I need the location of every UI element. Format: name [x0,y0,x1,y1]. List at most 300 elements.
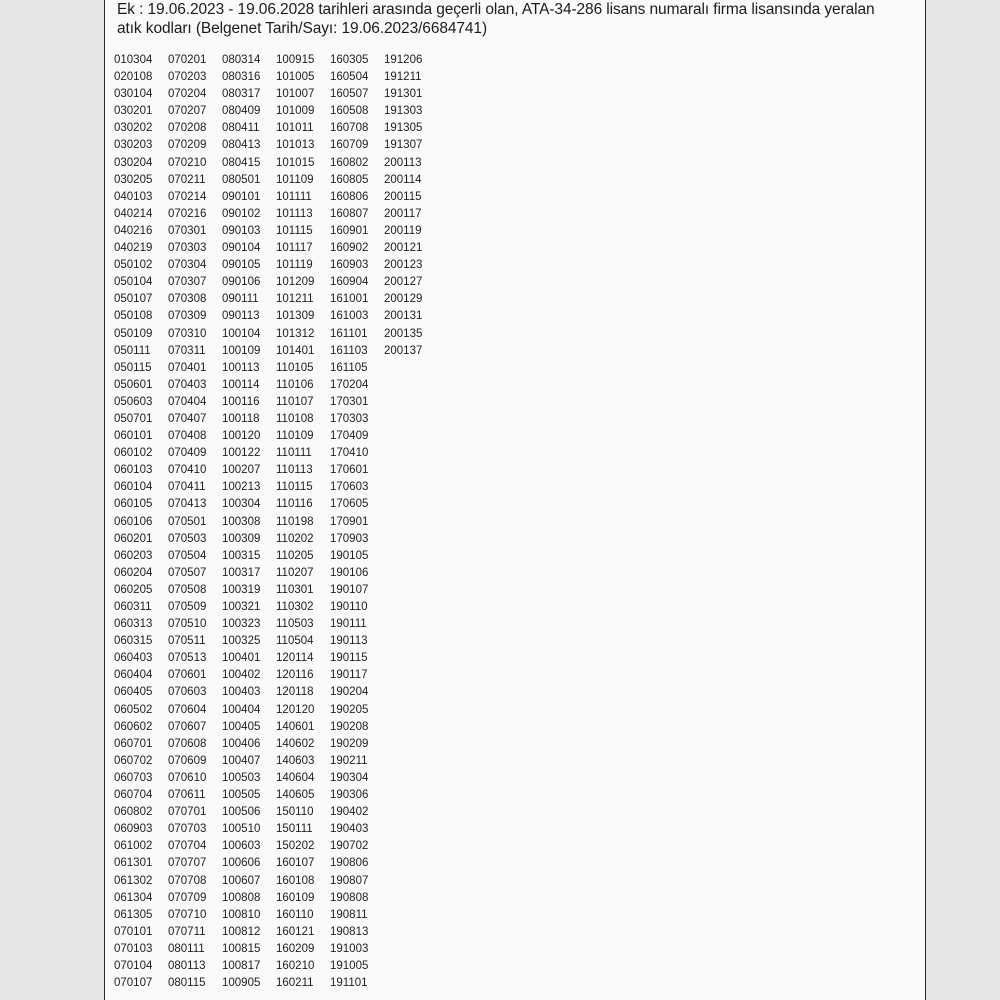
waste-code: 060311 [114,601,152,613]
waste-code: 200114 [384,173,422,186]
waste-code: 050111 [114,344,151,357]
waste-code: 070707 [168,857,207,870]
waste-code: 191303 [384,105,423,118]
waste-code: 200121 [384,242,423,255]
waste-code: 120120 [276,703,315,716]
waste-code: 100113 [222,361,260,374]
waste-code: 170603 [330,481,369,494]
waste-code: 190811 [330,908,368,921]
waste-code: 070104 [114,959,153,972]
waste-code: 190115 [330,652,368,665]
waste-code: 030202 [114,122,153,135]
waste-code: 101005 [276,71,315,84]
waste-code: 101119 [276,259,313,272]
waste-code: 110302 [276,601,314,613]
waste-code: 190111 [330,618,367,631]
waste-code: 060103 [114,464,153,477]
waste-code: 200127 [384,276,423,289]
waste-code: 170410 [330,447,369,460]
waste-code: 070211 [168,173,206,186]
waste-code: 110115 [276,481,313,494]
waste-code: 030104 [114,88,153,101]
waste-code: 070508 [168,583,207,596]
waste-code: 070311 [168,344,206,357]
waste-code: 050115 [114,361,152,374]
waste-code: 100402 [222,669,261,682]
waste-code: 060702 [114,754,153,767]
waste-code: 190807 [330,874,369,887]
waste-code: 160802 [330,156,369,169]
waste-code: 160806 [330,190,369,203]
waste-code: 060802 [114,806,153,819]
waste-code: 070708 [168,874,207,887]
waste-code: 061302 [114,874,153,887]
waste-code: 160211 [276,977,314,990]
waste-code: 050109 [114,327,153,340]
waste-code: 080314 [222,54,261,66]
waste-code: 080317 [222,88,261,101]
waste-code: 110111 [276,447,312,460]
waste-code: 140603 [276,754,315,767]
waste-code: 160107 [276,857,315,870]
waste-code: 100304 [222,498,261,511]
waste-code: 070401 [168,361,207,374]
waste-code: 100118 [222,412,260,425]
waste-code: 100401 [222,652,261,665]
waste-code: 080113 [168,959,206,972]
waste-code: 060106 [114,515,153,528]
waste-code: 101109 [276,173,314,186]
waste-code: 190813 [330,925,369,938]
waste-code: 070310 [168,327,207,340]
waste-code: 070203 [168,71,207,84]
waste-code: 090104 [222,242,261,255]
waste-code: 100317 [222,566,261,579]
waste-code: 070609 [168,754,207,767]
waste-code: 161003 [330,310,369,323]
waste-code: 100810 [222,908,261,921]
code-column-3 [222,52,260,992]
waste-code: 101309 [276,310,315,323]
waste-code: 101113 [276,207,313,220]
waste-code: 101015 [276,156,315,169]
waste-code: 100109 [222,344,261,357]
waste-code: 100510 [222,823,261,836]
waste-code: 090105 [222,259,261,272]
waste-code: 100505 [222,789,261,802]
waste-code: 070209 [168,139,207,152]
waste-code: 190806 [330,857,369,870]
waste-code: 070604 [168,703,207,716]
waste-code: 160504 [330,71,369,84]
waste-code: 060403 [114,652,153,665]
waste-code: 110108 [276,412,314,425]
waste-code: 160901 [330,224,369,237]
header-line-2: atık kodları (Belgenet Tarih/Sayı: 19.06.2023/6684741) [117,20,488,37]
waste-code: 050603 [114,395,153,408]
waste-code: 200117 [384,207,422,220]
waste-code: 100406 [222,737,261,750]
waste-code: 110106 [276,378,314,391]
waste-code: 100503 [222,771,261,784]
waste-code: 101009 [276,105,315,118]
waste-code: 060903 [114,823,153,836]
waste-code: 110205 [276,549,314,562]
waste-code: 070407 [168,412,207,425]
waste-code: 150202 [276,840,315,853]
waste-code: 140605 [276,789,315,802]
waste-code: 100603 [222,840,261,853]
waste-code: 190403 [330,823,369,836]
waste-code: 170901 [330,515,369,528]
waste-code: 190113 [330,635,368,648]
waste-code: 060405 [114,686,153,699]
waste-code: 160108 [276,874,315,887]
waste-code: 101013 [276,139,315,152]
waste-code: 070511 [168,635,206,648]
waste-code: 090103 [222,224,261,237]
header-line-1: Ek : 19.06.2023 - 19.06.2028 tarihleri arasında geçerli olan, ATA-34-286 lisans numaralı firma lisansında yeralan [117,1,875,18]
waste-code: 070503 [168,532,207,545]
waste-code: 100808 [222,891,261,904]
code-column-6 [384,52,422,360]
waste-code: 070411 [168,481,206,494]
waste-code: 080413 [222,139,261,152]
waste-code: 110503 [276,618,314,631]
waste-code: 110116 [276,498,313,511]
waste-code: 191305 [384,122,423,135]
waste-code: 060502 [114,703,153,716]
waste-code: 070703 [168,823,207,836]
waste-code: 030204 [114,156,153,169]
waste-code: 070504 [168,549,207,562]
waste-code: 170605 [330,498,369,511]
waste-code: 050102 [114,259,153,272]
waste-code: 100104 [222,327,261,340]
waste-code: 070611 [168,789,206,802]
waste-code: 161101 [330,327,368,340]
waste-code: 191003 [330,942,369,955]
waste-code: 070603 [168,686,207,699]
waste-code: 101209 [276,276,315,289]
waste-code: 050107 [114,293,153,306]
waste-code: 100207 [222,464,261,477]
waste-code: 110202 [276,532,314,545]
waste-code: 061301 [114,857,153,870]
waste-code: 190117 [330,669,368,682]
waste-code: 110109 [276,430,314,443]
waste-code: 100606 [222,857,261,870]
waste-code: 160209 [276,942,315,955]
waste-code: 061304 [114,891,153,904]
waste-code: 160903 [330,259,369,272]
waste-code: 060404 [114,669,153,682]
waste-code: 100308 [222,515,261,528]
waste-code: 100120 [222,430,261,443]
waste-code: 080316 [222,71,261,84]
waste-code: 040219 [114,242,153,255]
waste-code: 050104 [114,276,153,289]
waste-code: 050601 [114,378,153,391]
waste-code: 040103 [114,190,153,203]
waste-code: 100905 [222,977,261,990]
waste-code: 060102 [114,447,153,460]
waste-code: 060602 [114,720,153,733]
code-column-5 [330,52,368,992]
waste-code: 060203 [114,549,153,562]
waste-code: 191005 [330,959,369,972]
waste-code: 160508 [330,105,369,118]
waste-code: 160708 [330,122,369,135]
waste-code: 170409 [330,430,369,443]
waste-code: 060704 [114,789,153,802]
waste-code: 100325 [222,635,261,648]
waste-code: 060315 [114,635,153,648]
waste-code: 040214 [114,207,153,220]
waste-code: 060201 [114,532,153,545]
waste-code: 140602 [276,737,315,750]
waste-code: 070501 [168,515,207,528]
waste-code: 070513 [168,652,207,665]
waste-code: 070509 [168,601,207,613]
waste-code: 070307 [168,276,207,289]
waste-code: 200123 [384,259,423,272]
waste-code: 080409 [222,105,261,118]
waste-code: 090101 [222,190,261,203]
waste-code: 070413 [168,498,207,511]
waste-code: 190808 [330,891,369,904]
waste-code: 070208 [168,122,207,135]
waste-code: 070301 [168,224,207,237]
waste-code: 070403 [168,378,207,391]
waste-code: 160807 [330,207,369,220]
waste-code: 190204 [330,686,369,699]
waste-code: 100315 [222,549,261,562]
waste-code: 190402 [330,806,369,819]
waste-code: 100607 [222,874,261,887]
waste-code: 170301 [330,395,369,408]
waste-code: 200137 [384,344,423,357]
waste-code: 191211 [384,71,422,84]
waste-code: 140604 [276,771,315,784]
waste-code: 191301 [384,88,423,101]
waste-code: 120118 [276,686,314,699]
waste-code: 101115 [276,224,313,237]
waste-code: 150111 [276,823,313,836]
waste-code: 100812 [222,925,261,938]
waste-code: 070610 [168,771,207,784]
waste-code: 100815 [222,942,261,955]
waste-code: 090113 [222,310,260,323]
waste-code: 120116 [276,669,314,682]
waste-code: 060105 [114,498,153,511]
code-column-1 [114,52,152,992]
waste-code: 070507 [168,566,207,579]
waste-code: 030205 [114,173,153,186]
waste-code: 070201 [168,54,207,66]
waste-code: 080501 [222,173,261,186]
waste-code: 080415 [222,156,261,169]
waste-code: 070107 [114,977,153,990]
waste-code: 160109 [276,891,315,904]
waste-code: 160902 [330,242,369,255]
waste-code: 190105 [330,549,369,562]
waste-code: 170601 [330,464,369,477]
waste-code: 070510 [168,618,207,631]
waste-code: 100506 [222,806,261,819]
waste-code: 070304 [168,259,207,272]
waste-code: 161105 [330,361,368,374]
document-header [117,0,917,38]
waste-code: 070408 [168,430,207,443]
waste-code: 100405 [222,720,261,733]
waste-code: 160805 [330,173,369,186]
waste-code: 160110 [276,908,314,921]
waste-code: 200113 [384,156,422,169]
waste-code: 060701 [114,737,153,750]
waste-code: 090102 [222,207,261,220]
waste-code: 070101 [114,925,153,938]
waste-code: 030201 [114,105,153,118]
waste-code: 110198 [276,515,314,528]
waste-code: 070303 [168,242,207,255]
waste-code: 200129 [384,293,423,306]
waste-code: 100323 [222,618,261,631]
waste-code: 070204 [168,88,207,101]
waste-code: 120114 [276,652,314,665]
waste-code: 070409 [168,447,207,460]
waste-code: 020108 [114,71,153,84]
waste-code: 110301 [276,583,314,596]
waste-code: 191307 [384,139,423,152]
waste-code: 090111 [222,293,259,306]
waste-code: 040216 [114,224,153,237]
waste-code: 100403 [222,686,261,699]
waste-code: 070704 [168,840,207,853]
waste-code: 161001 [330,293,369,306]
waste-code: 100319 [222,583,261,596]
waste-code: 070308 [168,293,207,306]
waste-code: 050701 [114,412,153,425]
waste-code: 110113 [276,464,313,477]
waste-code-list [114,52,454,998]
waste-code: 190304 [330,771,369,784]
waste-code: 070216 [168,207,207,220]
waste-code: 100817 [222,959,261,972]
waste-code: 190209 [330,737,369,750]
waste-code: 060101 [114,430,153,443]
waste-code: 070103 [114,942,153,955]
waste-code: 190107 [330,583,369,596]
waste-code: 190306 [330,789,369,802]
waste-code: 061305 [114,908,153,921]
waste-code: 191101 [330,977,368,990]
waste-code: 090106 [222,276,261,289]
waste-code: 160305 [330,54,369,66]
waste-code: 160507 [330,88,369,101]
waste-code: 070608 [168,737,207,750]
waste-code: 110207 [276,566,314,579]
waste-code: 101007 [276,88,315,101]
code-column-4 [276,52,314,992]
waste-code: 030203 [114,139,153,152]
waste-code: 191206 [384,54,423,66]
waste-code: 150110 [276,806,314,819]
waste-code: 200115 [384,190,422,203]
waste-code: 100915 [276,54,315,66]
waste-code: 190110 [330,601,368,613]
waste-code: 061002 [114,840,153,853]
waste-code: 101117 [276,242,313,255]
waste-code: 070709 [168,891,207,904]
waste-code: 060703 [114,771,153,784]
waste-code: 110107 [276,395,314,408]
waste-code: 200131 [384,310,423,323]
waste-code: 100404 [222,703,261,716]
waste-code: 050108 [114,310,153,323]
waste-code: 070710 [168,908,207,921]
waste-code: 160210 [276,959,315,972]
waste-code: 100407 [222,754,261,767]
waste-code: 070701 [168,806,207,819]
waste-code: 200135 [384,327,423,340]
waste-code: 080111 [168,942,205,955]
waste-code: 101312 [276,327,315,340]
waste-code: 080115 [168,977,206,990]
waste-code: 080411 [222,122,260,135]
waste-code: 190106 [330,566,369,579]
waste-code: 060204 [114,566,153,579]
document-page [104,0,926,1000]
waste-code: 100114 [222,378,260,391]
waste-code: 100309 [222,532,261,545]
waste-code: 160709 [330,139,369,152]
waste-code: 060104 [114,481,153,494]
waste-code: 200119 [384,224,422,237]
waste-code: 070210 [168,156,207,169]
waste-code: 190208 [330,720,369,733]
waste-code: 070214 [168,190,207,203]
waste-code: 070404 [168,395,207,408]
waste-code: 190205 [330,703,369,716]
waste-code: 100321 [222,601,261,613]
waste-code: 070601 [168,669,207,682]
waste-code: 140601 [276,720,315,733]
waste-code: 190702 [330,840,369,853]
waste-code: 010304 [114,54,153,66]
waste-code: 170204 [330,378,369,391]
waste-code: 160121 [276,925,315,938]
waste-code: 101111 [276,190,312,203]
waste-code: 161103 [330,344,368,357]
waste-code: 110504 [276,635,314,648]
waste-code: 170303 [330,412,369,425]
waste-code: 060313 [114,618,153,631]
waste-code: 170903 [330,532,369,545]
waste-code: 110105 [276,361,314,374]
waste-code: 100122 [222,447,261,460]
waste-code: 100213 [222,481,261,494]
waste-code: 070607 [168,720,207,733]
waste-code: 101401 [276,344,315,357]
waste-code: 070309 [168,310,207,323]
waste-code: 190211 [330,754,368,767]
waste-code: 101211 [276,293,314,306]
waste-code: 101011 [276,122,314,135]
waste-code: 100116 [222,395,260,408]
waste-code: 070711 [168,925,206,938]
waste-code: 070410 [168,464,207,477]
